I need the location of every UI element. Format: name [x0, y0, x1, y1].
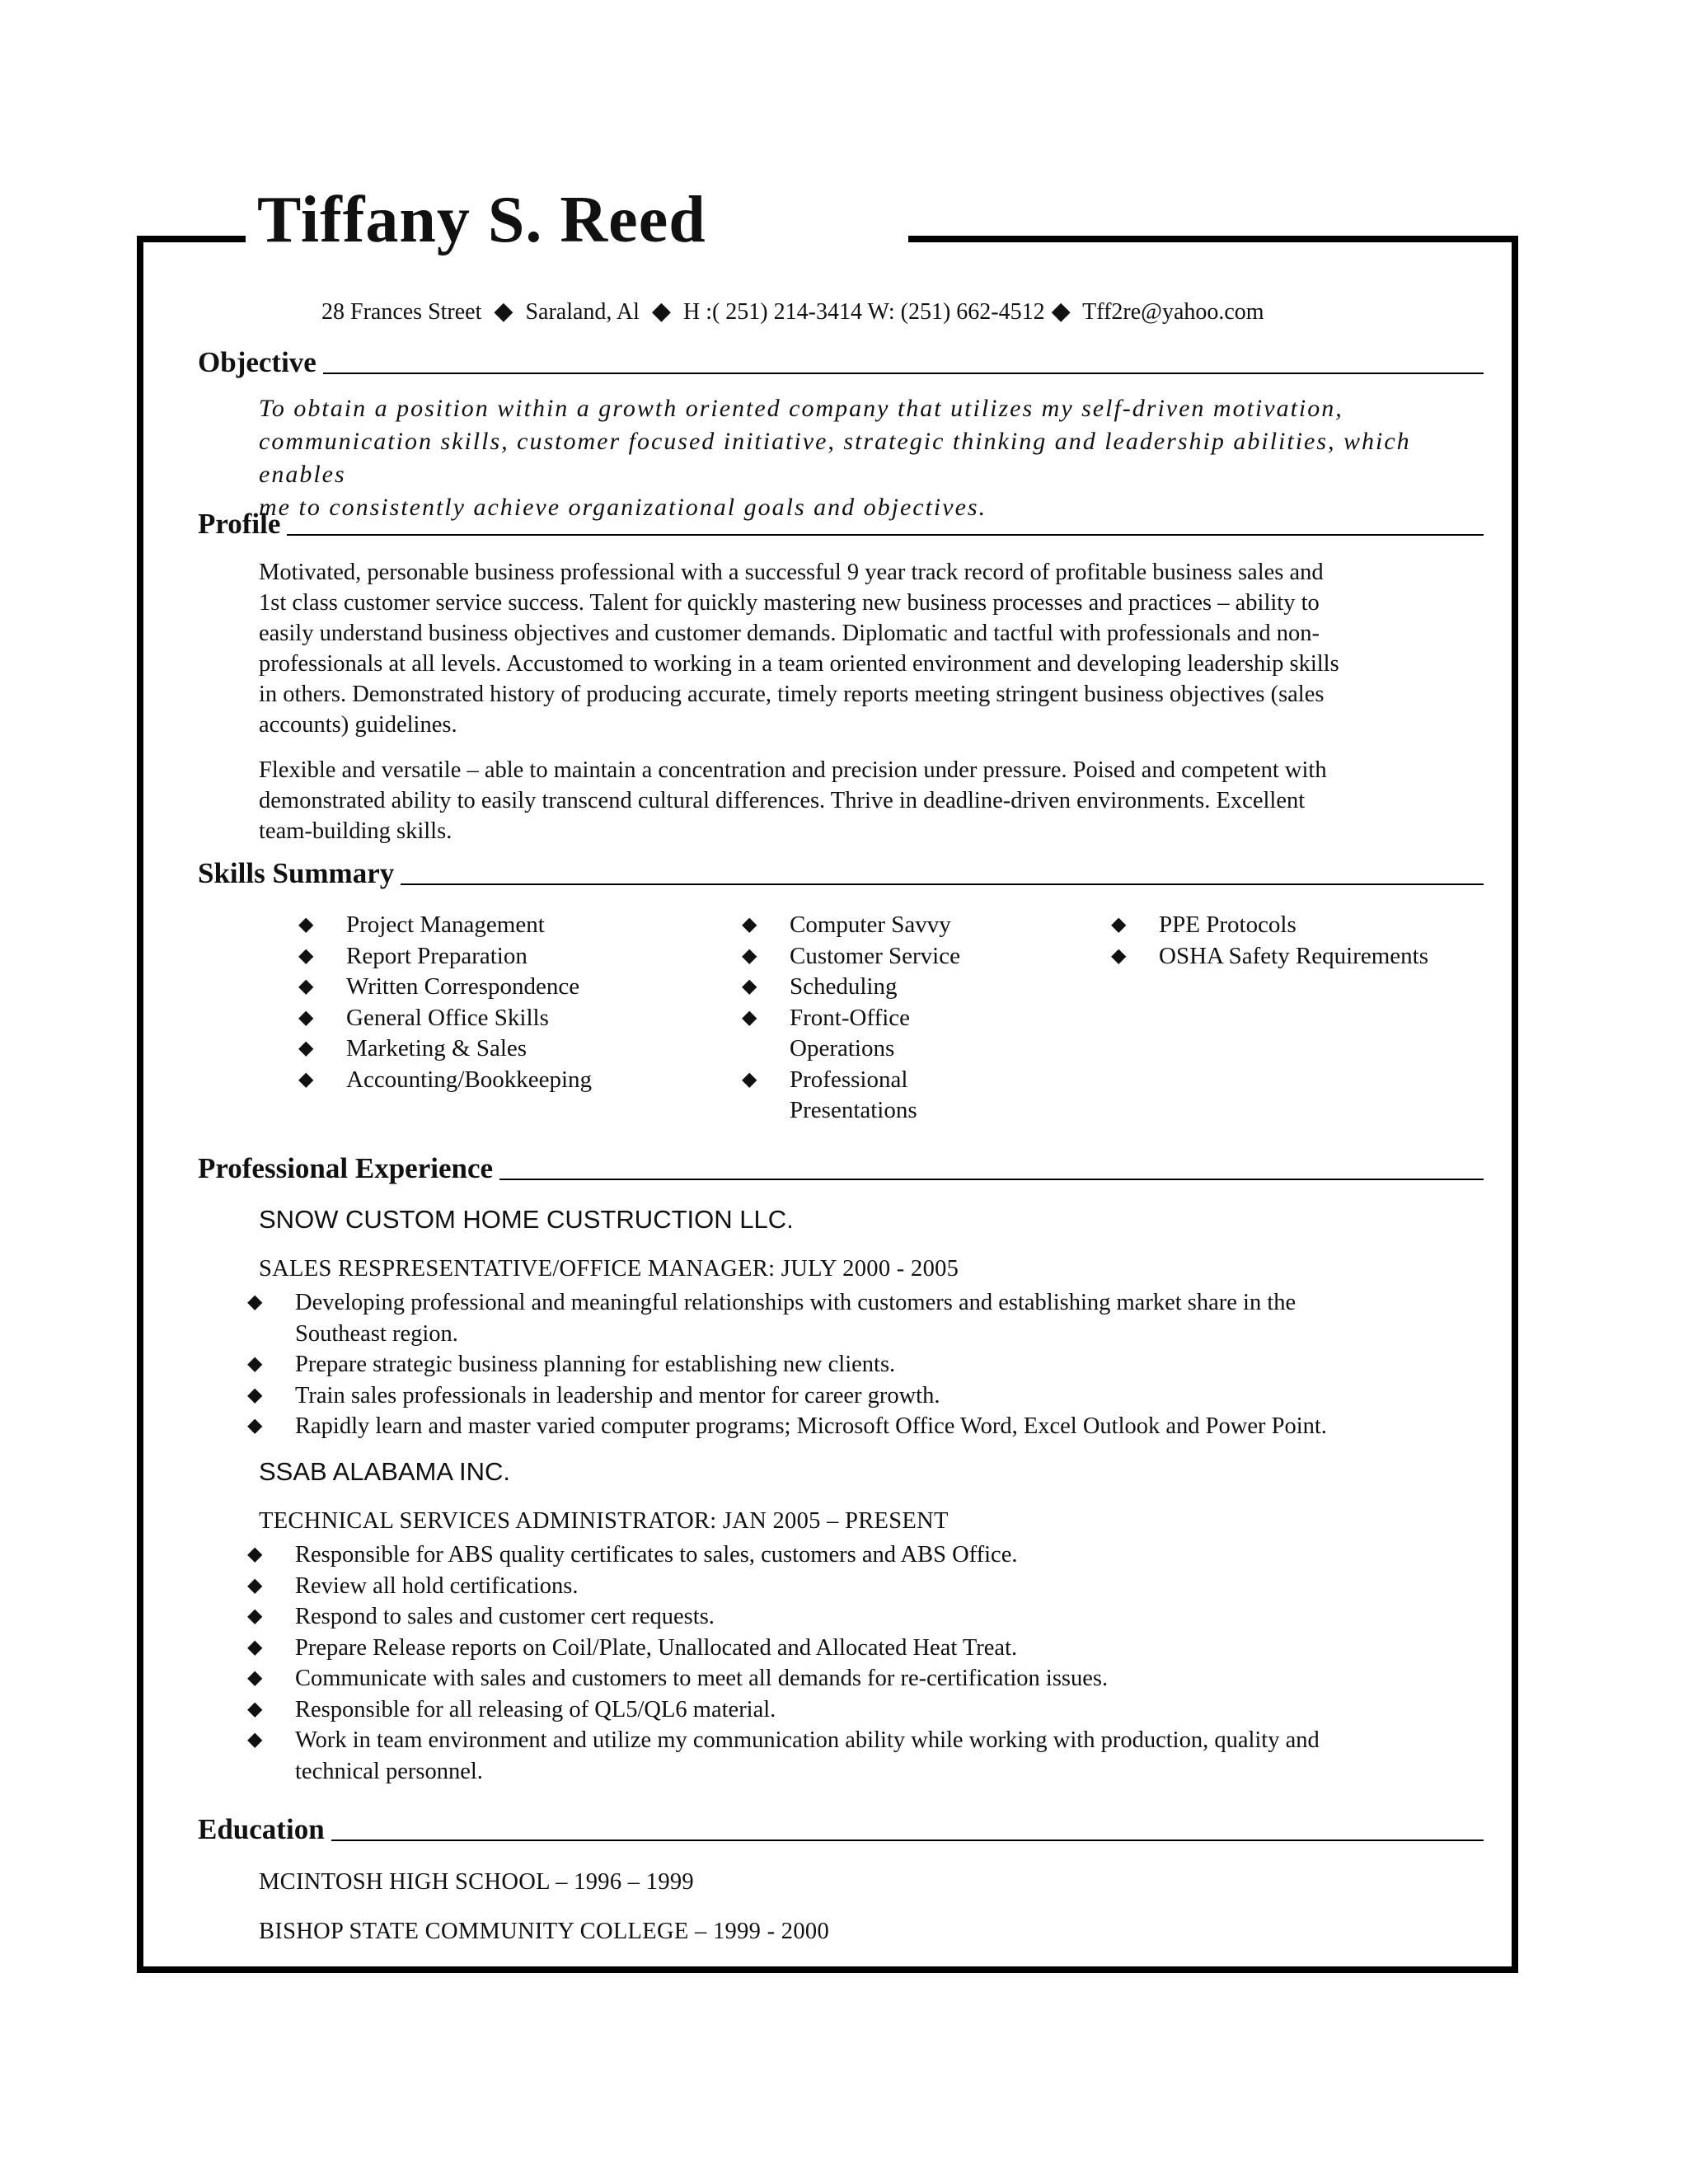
frame-bottom-rule	[137, 1966, 1518, 1973]
bullet-item-continued: Southeast region.	[295, 1320, 458, 1347]
work-phone: W: (251) 662-4512	[867, 299, 1045, 325]
section-rule	[323, 373, 1484, 374]
profile-line: demonstrated ability to easily transcend cultural differences. Thrive in deadline-driven environments. Excellent	[259, 788, 1306, 813]
objective-line: me to consistently achieve organizational goals and objectives.	[259, 494, 987, 521]
bullet-item: ◆ Rapidly learn and master varied computer programs; Microsoft Office Word, Excel Outlook and Power Point.	[295, 1411, 1482, 1442]
candidate-name: Tiffany S. Reed	[257, 184, 706, 256]
section-rule	[331, 1840, 1484, 1841]
profile-heading	[198, 504, 1484, 541]
frame-top-right-rule	[908, 236, 1518, 242]
diamond-bullet-icon: ◆	[247, 1291, 263, 1313]
profile-line: Motivated, personable business professional with a successful 9 year track record of profitable business sales and	[259, 560, 1324, 585]
profile-line: accounts) guidelines.	[259, 712, 457, 738]
diamond-bullet-icon: ◆	[298, 944, 314, 967]
bullet-item: ◆ Work in team environment and utilize my communication ability while working with production, quality and	[295, 1725, 1482, 1756]
profile-line: professionals at all levels. Accustomed to working in a team oriented environment and developing leadership skills	[259, 651, 1339, 677]
profile-line: team-building skills.	[259, 818, 452, 844]
skill-item: ◆ Written Correspondence	[346, 972, 592, 1003]
job-2-bullets	[247, 1540, 1482, 1787]
education-entry: BISHOP STATE COMMUNITY COLLEGE – 1999 - 2000	[259, 1919, 830, 1944]
diamond-bullet-icon: ◆	[742, 1006, 757, 1029]
skill-item-continued: Presentations	[790, 1097, 917, 1123]
diamond-bullet-icon: ◆	[298, 1068, 314, 1090]
bullet-item: ◆ Prepare strategic business planning for establishing new clients.	[295, 1349, 1482, 1380]
profile-line: in others. Demonstrated history of producing accurate, timely reports meeting stringent business objectives (sales	[259, 682, 1325, 707]
diamond-bullet-icon: ◆	[247, 1574, 263, 1596]
skill-item: ◆ Front-Office	[790, 1003, 960, 1034]
bullet-item: ◆ Communicate with sales and customers to meet all demands for re-certification issues.	[295, 1663, 1482, 1694]
section-label: Skills Summary	[198, 857, 395, 889]
job-title: TECHNICAL SERVICES ADMINISTRATOR: JAN 2005 – PRESENT	[259, 1508, 949, 1534]
diamond-bullet-icon: ◆	[247, 1667, 263, 1689]
diamond-bullet-icon: ◆	[247, 1605, 263, 1627]
profile-line: Flexible and versatile – able to maintain a concentration and precision under pressure. Poised and competent with	[259, 757, 1327, 783]
section-label: Profile	[198, 508, 281, 540]
diamond-bullet-icon: ◆	[1111, 914, 1127, 935]
objective-line: To obtain a position within a growth oriented company that utilizes my self-driven motivation,	[259, 395, 1343, 422]
frame-top-left-rule	[137, 236, 246, 242]
skills-column-2	[742, 910, 960, 1127]
objective-line: communication skills, customer focused initiative, strategic thinking and leadership abilities, which enables	[259, 428, 1411, 488]
section-rule	[499, 1179, 1484, 1180]
diamond-separator-icon: ◆	[1051, 298, 1071, 325]
skill-item: ◆ Computer Savvy	[790, 910, 960, 941]
section-label: Objective	[198, 346, 316, 378]
bullet-item: ◆ Respond to sales and customer cert requests.	[295, 1601, 1482, 1633]
education-heading	[198, 1810, 1484, 1846]
skills-column-1	[298, 910, 593, 1095]
skill-item: ◆ Report Preparation	[346, 941, 592, 972]
skill-item-continued: Operations	[790, 1035, 895, 1062]
diamond-bullet-icon: ◆	[247, 1729, 263, 1750]
frame-left-rule	[137, 236, 143, 1973]
profile-line: 1st class customer service success. Talent for quickly mastering new business processes and practices – ability to	[259, 590, 1320, 616]
contact-line	[321, 297, 1264, 326]
diamond-bullet-icon: ◆	[247, 1544, 263, 1565]
diamond-bullet-icon: ◆	[247, 1415, 263, 1436]
diamond-bullet-icon: ◆	[1111, 944, 1127, 967]
skill-item: ◆ PPE Protocols	[1159, 910, 1428, 941]
education-entry: MCINTOSH HIGH SCHOOL – 1996 – 1999	[259, 1869, 694, 1895]
section-label: Professional Experience	[198, 1152, 494, 1184]
skill-item: ◆ Marketing & Sales	[346, 1033, 592, 1065]
company-name: SSAB ALABAMA INC.	[259, 1457, 510, 1486]
section-label: Education	[198, 1813, 325, 1845]
bullet-item: ◆ Prepare Release reports on Coil/Plate, Unallocated and Allocated Heat Treat.	[295, 1633, 1482, 1664]
objective-heading	[198, 343, 1484, 379]
bullet-item: ◆ Responsible for all releasing of QL5/QL6 material.	[295, 1694, 1482, 1726]
company-name: SNOW CUSTOM HOME CUSTRUCTION LLC.	[259, 1205, 794, 1234]
skill-item: ◆ Customer Service	[790, 941, 960, 972]
bullet-item-continued: technical personnel.	[295, 1758, 483, 1784]
diamond-bullet-icon: ◆	[247, 1698, 263, 1720]
job-1-bullets	[247, 1287, 1482, 1442]
experience-heading	[198, 1149, 1484, 1185]
diamond-bullet-icon: ◆	[298, 914, 314, 935]
frame-right-rule	[1512, 236, 1518, 1973]
diamond-bullet-icon: ◆	[742, 1068, 757, 1090]
diamond-bullet-icon: ◆	[298, 976, 314, 997]
diamond-separator-icon: ◆	[651, 298, 671, 325]
skill-item: ◆ Accounting/Bookkeeping	[346, 1065, 592, 1096]
bullet-item: ◆ Review all hold certifications.	[295, 1571, 1482, 1602]
diamond-bullet-icon: ◆	[247, 1636, 263, 1658]
profile-paragraph-1	[259, 557, 1479, 740]
diamond-bullet-icon: ◆	[298, 1006, 314, 1029]
bullet-item: ◆ Train sales professionals in leadership and mentor for career growth.	[295, 1380, 1482, 1412]
diamond-separator-icon: ◆	[494, 298, 513, 325]
skill-item: ◆ Scheduling	[790, 972, 960, 1003]
diamond-bullet-icon: ◆	[742, 944, 757, 967]
skill-item: ◆ General Office Skills	[346, 1003, 592, 1034]
profile-paragraph-2	[259, 755, 1479, 846]
diamond-bullet-icon: ◆	[742, 976, 757, 997]
skill-item: ◆ Project Management	[346, 910, 592, 941]
email: Tff2re@yahoo.com	[1082, 299, 1264, 325]
skill-item: ◆ Professional	[790, 1065, 960, 1096]
bullet-item: ◆ Developing professional and meaningful relationships with customers and establishing market share in the	[295, 1287, 1482, 1319]
section-rule	[401, 883, 1484, 885]
skill-item: ◆ OSHA Safety Requirements	[1159, 941, 1428, 972]
job-title: SALES RESPRESENTATIVE/OFFICE MANAGER: JULY 2000 - 2005	[259, 1256, 959, 1282]
skills-column-3	[1111, 910, 1429, 972]
diamond-bullet-icon: ◆	[298, 1038, 314, 1059]
skills-heading	[198, 854, 1484, 890]
profile-line: easily understand business objectives and customer demands. Diplomatic and tactful with professionals and non-	[259, 621, 1320, 646]
address: 28 Frances Street	[321, 299, 482, 325]
section-rule	[287, 534, 1484, 536]
bullet-item: ◆ Responsible for ABS quality certificates to sales, customers and ABS Office.	[295, 1540, 1482, 1571]
diamond-bullet-icon: ◆	[247, 1353, 263, 1375]
city: Saraland, Al	[525, 299, 640, 325]
home-phone: H :( 251) 214-3414	[682, 299, 862, 325]
diamond-bullet-icon: ◆	[742, 914, 757, 935]
diamond-bullet-icon: ◆	[247, 1384, 263, 1406]
